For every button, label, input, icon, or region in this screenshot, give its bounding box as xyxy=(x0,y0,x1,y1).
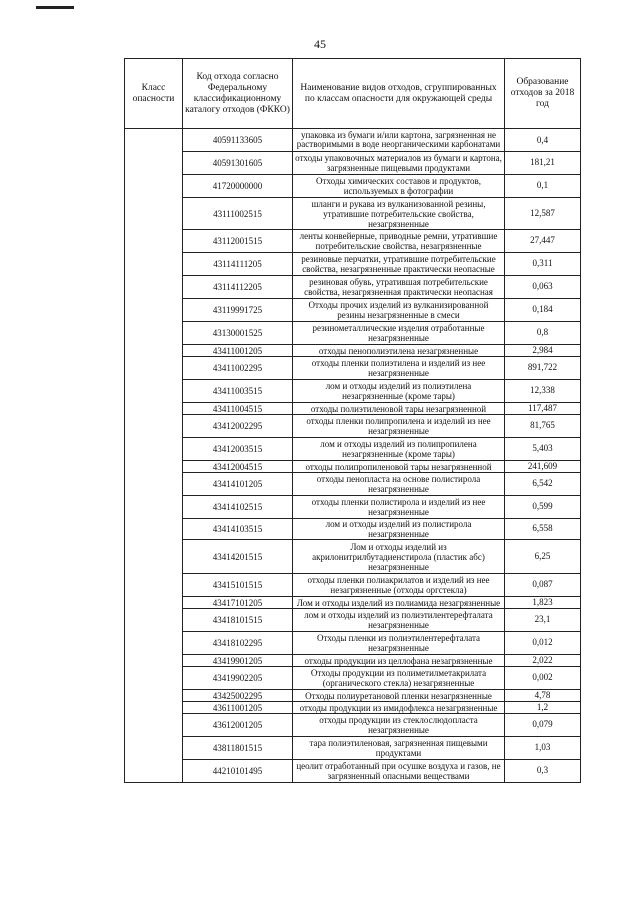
waste-amount-cell: 0,002 xyxy=(505,667,581,690)
waste-code-cell: 43411004515 xyxy=(183,403,293,415)
waste-amount-cell: 2,022 xyxy=(505,655,581,667)
waste-name-cell: Отходы пленки из полиэтилентерефталата незагрязненные xyxy=(293,632,505,655)
top-rule xyxy=(36,6,74,9)
waste-amount-cell: 891,722 xyxy=(505,357,581,380)
waste-code-cell: 43418102295 xyxy=(183,632,293,655)
waste-amount-cell: 27,447 xyxy=(505,230,581,253)
table-row xyxy=(125,519,581,540)
table-row xyxy=(125,438,581,461)
waste-name-cell: упаковка из бумаги и/или картона, загрязненная не растворимыми в воде неорганическими карбонатами xyxy=(293,129,505,152)
waste-name-cell: отходы продукции из стеклослюдопласта незагрязненные xyxy=(293,714,505,737)
waste-code-cell: 44210101495 xyxy=(183,760,293,783)
waste-amount-cell: 6,542 xyxy=(505,473,581,496)
waste-code-cell: 43411003515 xyxy=(183,380,293,403)
waste-name-cell: отходы пенополиэтилена незагрязненные xyxy=(293,345,505,357)
waste-amount-cell: 0,3 xyxy=(505,760,581,783)
waste-code-cell: 43411002295 xyxy=(183,357,293,380)
table-row xyxy=(125,299,581,322)
waste-name-cell: цеолит отработанный при осушке воздуха и газов, не загрязненный опасными веществами xyxy=(293,760,505,783)
waste-amount-cell: 241,609 xyxy=(505,461,581,473)
table-row xyxy=(125,714,581,737)
table-row xyxy=(125,655,581,667)
table-row xyxy=(125,175,581,198)
waste-name-cell: отходы упаковочных материалов из бумаги и картона, загрязненные пищевыми продуктами xyxy=(293,152,505,175)
table-row xyxy=(125,461,581,473)
table-row xyxy=(125,380,581,403)
waste-code-cell: 43414101205 xyxy=(183,473,293,496)
waste-code-cell: 41720000000 xyxy=(183,175,293,198)
waste-code-cell: 43114111205 xyxy=(183,253,293,276)
waste-amount-cell: 1,823 xyxy=(505,597,581,609)
waste-code-cell: 43425002295 xyxy=(183,690,293,702)
table-row xyxy=(125,667,581,690)
waste-amount-cell: 0,063 xyxy=(505,276,581,299)
waste-code-cell: 43112001515 xyxy=(183,230,293,253)
waste-amount-cell: 1,03 xyxy=(505,737,581,760)
table-row xyxy=(125,737,581,760)
waste-code-cell: 43415101515 xyxy=(183,574,293,597)
waste-name-cell: тара полиэтиленовая, загрязненная пищевыми продуктами xyxy=(293,737,505,760)
waste-code-cell: 40591301605 xyxy=(183,152,293,175)
waste-name-cell: отходы пленки полиакрилатов и изделий из нее незагрязненные (отходы оргстекла) xyxy=(293,574,505,597)
table-row xyxy=(125,473,581,496)
waste-name-cell: Лом и отходы изделий из полиамида незагрязненные xyxy=(293,597,505,609)
hazard-class-cell xyxy=(125,129,183,783)
waste-code-cell: 43411001205 xyxy=(183,345,293,357)
waste-code-cell: 43130001525 xyxy=(183,322,293,345)
waste-amount-cell: 0,079 xyxy=(505,714,581,737)
waste-amount-cell: 5,403 xyxy=(505,438,581,461)
waste-name-cell: отходы продукции из имидофлекса незагрязненные xyxy=(293,702,505,714)
waste-name-cell: отходы пенопласта на основе полистирола незагрязненные xyxy=(293,473,505,496)
waste-name-cell: лом и отходы изделий из полиэтилентерефталата незагрязненные xyxy=(293,609,505,632)
waste-name-cell: отходы пленки полипропилена и изделий из нее незагрязненные xyxy=(293,415,505,438)
waste-amount-cell: 4,78 xyxy=(505,690,581,702)
waste-amount-cell: 81,765 xyxy=(505,415,581,438)
table-row xyxy=(125,253,581,276)
waste-amount-cell: 117,487 xyxy=(505,403,581,415)
table-row xyxy=(125,574,581,597)
table-row xyxy=(125,496,581,519)
waste-code-cell: 43119991725 xyxy=(183,299,293,322)
header-name: Наименование видов отходов, сгруппированных по классам опасности для окружающей среды xyxy=(293,59,505,129)
waste-name-cell: отходы пленки полиэтилена и изделий из нее незагрязненные xyxy=(293,357,505,380)
page-number: 45 xyxy=(314,37,326,51)
table-row xyxy=(125,403,581,415)
waste-name-cell: отходы пленки полистирола и изделий из нее незагрязненные xyxy=(293,496,505,519)
waste-code-cell: 43419902205 xyxy=(183,667,293,690)
waste-name-cell: Отходы химических составов и продуктов, используемых в фотографии xyxy=(293,175,505,198)
waste-code-cell: 43811801515 xyxy=(183,737,293,760)
waste-code-cell: 43114112205 xyxy=(183,276,293,299)
waste-name-cell: лом и отходы изделий из полиэтилена незагрязненные (кроме тары) xyxy=(293,380,505,403)
waste-code-cell: 43611001205 xyxy=(183,702,293,714)
table-row xyxy=(125,760,581,783)
waste-amount-cell: 0,599 xyxy=(505,496,581,519)
waste-name-cell: резинометаллические изделия отработанные незагрязненные xyxy=(293,322,505,345)
waste-amount-cell: 0,1 xyxy=(505,175,581,198)
table-row xyxy=(125,702,581,714)
table-row xyxy=(125,690,581,702)
waste-amount-cell: 1,2 xyxy=(505,702,581,714)
waste-amount-cell: 12,338 xyxy=(505,380,581,403)
waste-amount-cell: 6,558 xyxy=(505,519,581,540)
waste-code-cell: 43412004515 xyxy=(183,461,293,473)
waste-code-cell: 43612001205 xyxy=(183,714,293,737)
waste-code-cell: 40591133605 xyxy=(183,129,293,152)
waste-code-cell: 43414103515 xyxy=(183,519,293,540)
table-row xyxy=(125,609,581,632)
waste-code-cell: 43419901205 xyxy=(183,655,293,667)
table-row xyxy=(125,230,581,253)
waste-name-cell: отходы полиэтиленовой тары незагрязненной xyxy=(293,403,505,415)
waste-name-cell: резиновые перчатки, утратившие потребительские свойства, незагрязненные практически неопасные xyxy=(293,253,505,276)
table-row xyxy=(125,152,581,175)
waste-code-cell: 43418101515 xyxy=(183,609,293,632)
waste-name-cell: Отходы продукции из полиметилметакрилата (органического стекла) незагрязненные xyxy=(293,667,505,690)
waste-name-cell: отходы полипропиленовой тары незагрязненной xyxy=(293,461,505,473)
table-row xyxy=(125,540,581,574)
table-row xyxy=(125,415,581,438)
waste-amount-cell: 0,8 xyxy=(505,322,581,345)
waste-code-cell: 43414102515 xyxy=(183,496,293,519)
waste-code-cell: 43417101205 xyxy=(183,597,293,609)
waste-name-cell: лом и отходы изделий из полипропилена незагрязненные (кроме тары) xyxy=(293,438,505,461)
waste-amount-cell: 6,25 xyxy=(505,540,581,574)
waste-table xyxy=(124,58,581,783)
waste-code-cell: 43414201515 xyxy=(183,540,293,574)
waste-name-cell: ленты конвейерные, приводные ремни, утратившие потребительские свойства, незагрязненные xyxy=(293,230,505,253)
table-row xyxy=(125,357,581,380)
waste-code-cell: 43412003515 xyxy=(183,438,293,461)
waste-amount-cell: 0,311 xyxy=(505,253,581,276)
waste-name-cell: Отходы прочих изделий из вулканизированной резины незагрязненные в смеси xyxy=(293,299,505,322)
waste-amount-cell: 23,1 xyxy=(505,609,581,632)
waste-code-cell: 43412002295 xyxy=(183,415,293,438)
waste-amount-cell: 181,21 xyxy=(505,152,581,175)
waste-amount-cell: 0,4 xyxy=(505,129,581,152)
header-class: Класс опасности xyxy=(125,59,183,129)
waste-amount-cell: 2,984 xyxy=(505,345,581,357)
waste-amount-cell: 0,012 xyxy=(505,632,581,655)
waste-code-cell: 43111002515 xyxy=(183,198,293,230)
waste-amount-cell: 0,184 xyxy=(505,299,581,322)
waste-name-cell: резиновая обувь, утратившая потребительские свойства, незагрязненная практически неопасная xyxy=(293,276,505,299)
table-row xyxy=(125,129,581,152)
waste-name-cell: отходы продукции из целлофана незагрязненные xyxy=(293,655,505,667)
waste-name-cell: лом и отходы изделий из полистирола незагрязненные xyxy=(293,519,505,540)
table-header-row xyxy=(125,59,581,129)
table-row xyxy=(125,345,581,357)
table-row xyxy=(125,322,581,345)
waste-name-cell: шланги и рукава из вулканизованной резины, утратившие потребительские свойства, незагрязненные xyxy=(293,198,505,230)
table-row xyxy=(125,632,581,655)
table-body xyxy=(125,129,581,783)
table-row xyxy=(125,276,581,299)
waste-amount-cell: 0,087 xyxy=(505,574,581,597)
waste-amount-cell: 12,587 xyxy=(505,198,581,230)
table-row xyxy=(125,597,581,609)
header-code: Код отхода согласно Федеральному классификационному каталогу отходов (ФККО) xyxy=(183,59,293,129)
table-row xyxy=(125,198,581,230)
header-amount: Образование отходов за 2018 год xyxy=(505,59,581,129)
waste-name-cell: Отходы полиуретановой пленки незагрязненные xyxy=(293,690,505,702)
waste-name-cell: Лом и отходы изделий из акрилонитрилбутадиенстирола (пластик абс) незагрязненные xyxy=(293,540,505,574)
